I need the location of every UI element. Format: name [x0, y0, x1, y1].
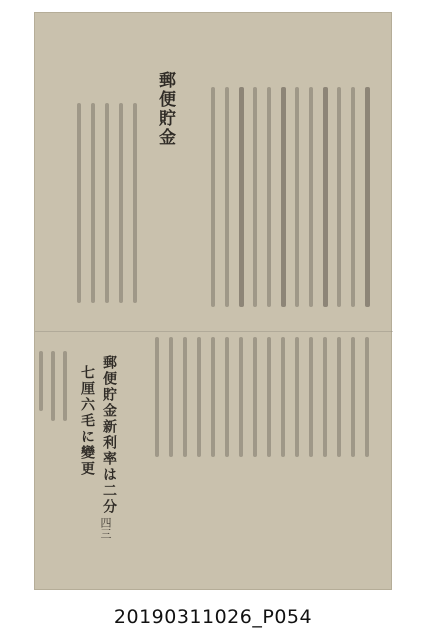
- upper-text-block: [35, 13, 393, 331]
- text-line: [281, 87, 286, 307]
- text-line: [295, 87, 299, 307]
- text-line: [351, 87, 355, 307]
- text-line: [239, 87, 244, 307]
- text-line: [77, 103, 81, 303]
- text-line: [51, 351, 55, 421]
- text-line: [337, 337, 341, 457]
- text-line: [309, 337, 313, 457]
- text-line: [197, 337, 201, 457]
- text-line: [253, 87, 257, 307]
- image-caption: 20190311026_P054: [113, 606, 313, 628]
- text-line: [323, 337, 327, 457]
- text-line: [225, 337, 229, 457]
- text-line: [267, 337, 271, 457]
- document-page: [34, 12, 392, 590]
- text-line: [267, 87, 271, 307]
- text-line: [211, 337, 215, 457]
- text-line: [365, 87, 370, 307]
- text-line: [39, 351, 43, 411]
- text-line: [211, 87, 215, 307]
- text-line: [133, 103, 137, 303]
- text-line: [119, 103, 123, 303]
- text-line: [281, 337, 285, 457]
- article-subtitle: 七厘六毛に變更: [79, 365, 95, 477]
- text-line: [105, 103, 109, 303]
- text-line: [169, 337, 173, 457]
- text-line: [91, 103, 95, 303]
- page-number: 四三: [99, 517, 112, 539]
- text-line: [63, 351, 67, 421]
- text-line: [323, 87, 328, 307]
- text-line: [225, 87, 229, 307]
- text-line: [337, 87, 341, 307]
- text-line: [239, 337, 243, 457]
- text-line: [309, 87, 313, 307]
- text-line: [351, 337, 355, 457]
- text-line: [295, 337, 299, 457]
- text-line: [365, 337, 369, 457]
- text-line: [155, 337, 159, 457]
- lower-text-block: [35, 331, 393, 591]
- article-title: 郵便貯金新利率は二分: [101, 355, 117, 515]
- section-heading: 郵便貯金: [155, 71, 175, 147]
- text-line: [253, 337, 257, 457]
- text-line: [183, 337, 187, 457]
